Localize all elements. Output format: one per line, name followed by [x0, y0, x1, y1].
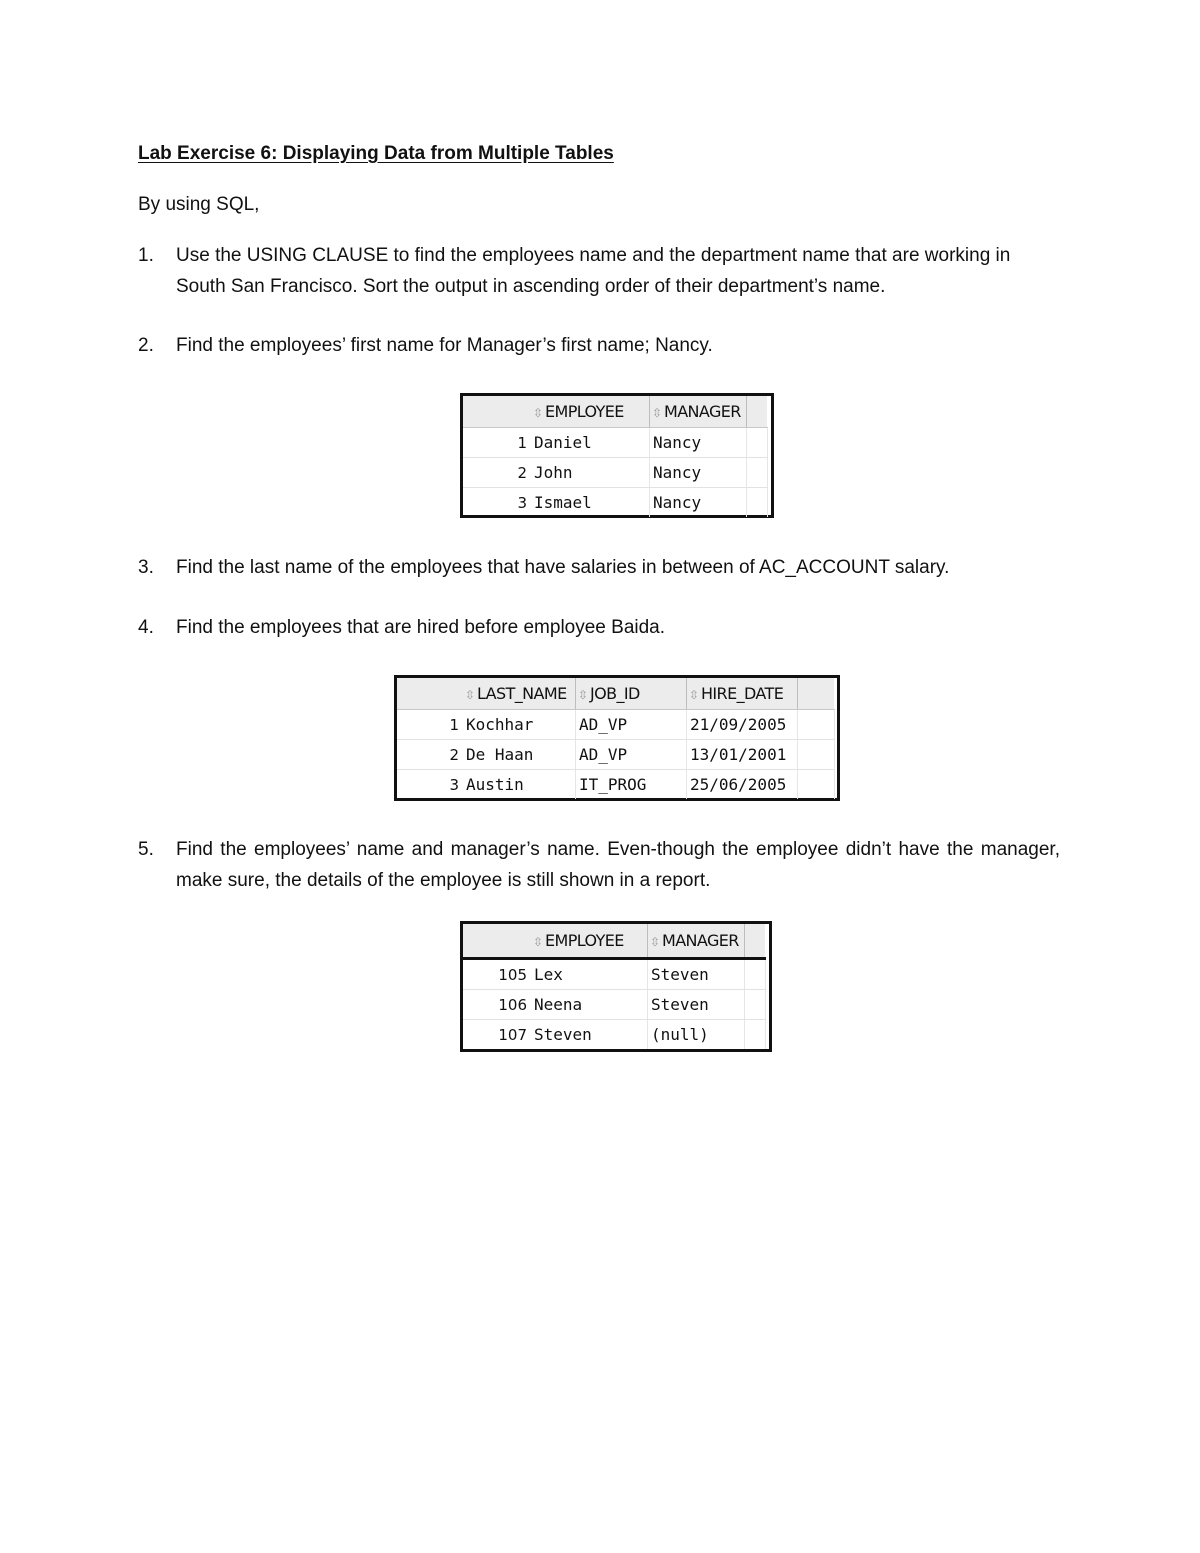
column-header-hire-date[interactable]: ⇳ HIRE_DATE: [687, 678, 798, 710]
result-grid-hired-before: [394, 675, 840, 801]
row-number-header: [463, 396, 531, 428]
question-4: [138, 612, 1060, 643]
row-number: 107: [498, 1025, 527, 1044]
question-text: Find the employees’ first name for Manager’s first name; Nancy.: [176, 335, 713, 356]
row-number: 1: [463, 428, 531, 458]
row-number: 3: [517, 493, 527, 512]
empty-cell: [747, 428, 768, 458]
question-number: 5.: [138, 839, 154, 860]
row-number-header: [397, 678, 463, 710]
question-number: 1.: [138, 245, 154, 266]
column-header-manager[interactable]: ⇳ MANAGER: [650, 396, 747, 428]
question-1: [138, 240, 1060, 302]
sort-arrows-icon[interactable]: ⇳: [533, 934, 543, 949]
cell-manager[interactable]: Nancy: [650, 428, 747, 458]
question-number: 4.: [138, 617, 154, 638]
grid-header-row: [463, 396, 767, 428]
empty-cell: [747, 488, 768, 518]
result-grid-employee-manager: [460, 393, 774, 518]
table-row[interactable]: [463, 990, 765, 1020]
cell-manager[interactable]: Nancy: [650, 458, 747, 488]
question-3: [138, 552, 1060, 583]
row-number: 3: [449, 775, 459, 794]
question-text: Find the last name of the employees that have salaries in between of AC_ACCOUNT salary.: [176, 557, 950, 578]
cell-job-id[interactable]: AD_VP: [576, 710, 687, 740]
cell-manager[interactable]: Nancy: [650, 488, 747, 518]
intro-text: By using SQL,: [138, 194, 260, 215]
cell-last-name[interactable]: Austin: [463, 770, 576, 800]
sort-arrows-icon[interactable]: ⇳: [578, 687, 588, 702]
column-header-employee[interactable]: ⇳ EMPLOYEE: [531, 924, 648, 959]
sort-arrows-icon[interactable]: ⇳: [652, 405, 662, 420]
question-number: 2.: [138, 335, 154, 356]
table-row[interactable]: [397, 740, 834, 770]
cell-hire-date[interactable]: 25/06/2005: [687, 770, 798, 800]
cell-employee[interactable]: Neena: [531, 990, 648, 1020]
result-grid-employee-manager-outer: [460, 921, 772, 1052]
sort-arrows-icon[interactable]: ⇳: [533, 405, 543, 420]
row-number: 2: [463, 458, 531, 488]
cell-hire-date[interactable]: 21/09/2005: [687, 710, 798, 740]
question-text: Find the employees that are hired before employee Baida.: [176, 617, 666, 638]
cell-manager[interactable]: Steven: [648, 959, 745, 990]
cell-hire-date[interactable]: 13/01/2001: [687, 740, 798, 770]
grid-header-row: [397, 678, 834, 710]
empty-cell: [745, 959, 766, 990]
table-row[interactable]: [463, 458, 767, 488]
cell-last-name[interactable]: Kochhar: [463, 710, 576, 740]
question-text: Find the employees’ name and manager’s name. Even-though the employee didn’t have the manager, make sure, the details of the employee is still shown in a report.: [176, 839, 1060, 891]
cell-manager[interactable]: (null): [648, 1020, 745, 1050]
table-row[interactable]: [397, 710, 834, 740]
table-row[interactable]: [463, 959, 765, 990]
empty-cell: [745, 1020, 766, 1050]
row-number: 1: [397, 710, 463, 740]
cell-employee[interactable]: Ismael: [531, 488, 650, 518]
cell-employee[interactable]: Steven: [531, 1020, 648, 1050]
question-text: Use the USING CLAUSE to find the employees name and the department name that are working in South San Francisco. Sort the output in ascending order of their department’s name.: [176, 245, 1011, 297]
row-number-header: [463, 924, 531, 959]
cell-manager[interactable]: Steven: [648, 990, 745, 1020]
empty-cell: [798, 770, 835, 800]
sort-arrows-icon[interactable]: ⇳: [465, 687, 475, 702]
row-number: 105: [463, 959, 531, 990]
header-spacer: [798, 678, 835, 710]
row-number: 2: [397, 740, 463, 770]
column-header-job-id[interactable]: ⇳ JOB_ID: [576, 678, 687, 710]
question-number: 3.: [138, 557, 154, 578]
grid-header-row: [463, 924, 765, 959]
column-header-manager[interactable]: ⇳ MANAGER: [648, 924, 745, 959]
cell-last-name[interactable]: De Haan: [463, 740, 576, 770]
column-header-last-name[interactable]: ⇳ LAST_NAME: [463, 678, 576, 710]
empty-cell: [747, 458, 768, 488]
table-row[interactable]: [463, 428, 767, 458]
empty-cell: [745, 990, 766, 1020]
cell-employee[interactable]: John: [531, 458, 650, 488]
cell-employee[interactable]: Daniel: [531, 428, 650, 458]
question-2: [138, 330, 1060, 361]
header-spacer: [745, 924, 766, 959]
cell-employee[interactable]: Lex: [531, 959, 648, 990]
empty-cell: [798, 740, 835, 770]
page-title: Lab Exercise 6: Displaying Data from Multiple Tables: [138, 143, 614, 164]
sort-arrows-icon[interactable]: ⇳: [689, 687, 699, 702]
sort-arrows-icon[interactable]: ⇳: [650, 934, 660, 949]
header-spacer: [747, 396, 768, 428]
table-row[interactable]: [463, 488, 767, 518]
question-5: [138, 834, 1060, 896]
empty-cell: [798, 710, 835, 740]
table-row[interactable]: [463, 1020, 765, 1050]
column-header-employee[interactable]: ⇳ EMPLOYEE: [531, 396, 650, 428]
cell-job-id[interactable]: AD_VP: [576, 740, 687, 770]
row-number: 106: [463, 990, 531, 1020]
cell-job-id[interactable]: IT_PROG: [576, 770, 687, 800]
table-row[interactable]: [397, 770, 834, 800]
